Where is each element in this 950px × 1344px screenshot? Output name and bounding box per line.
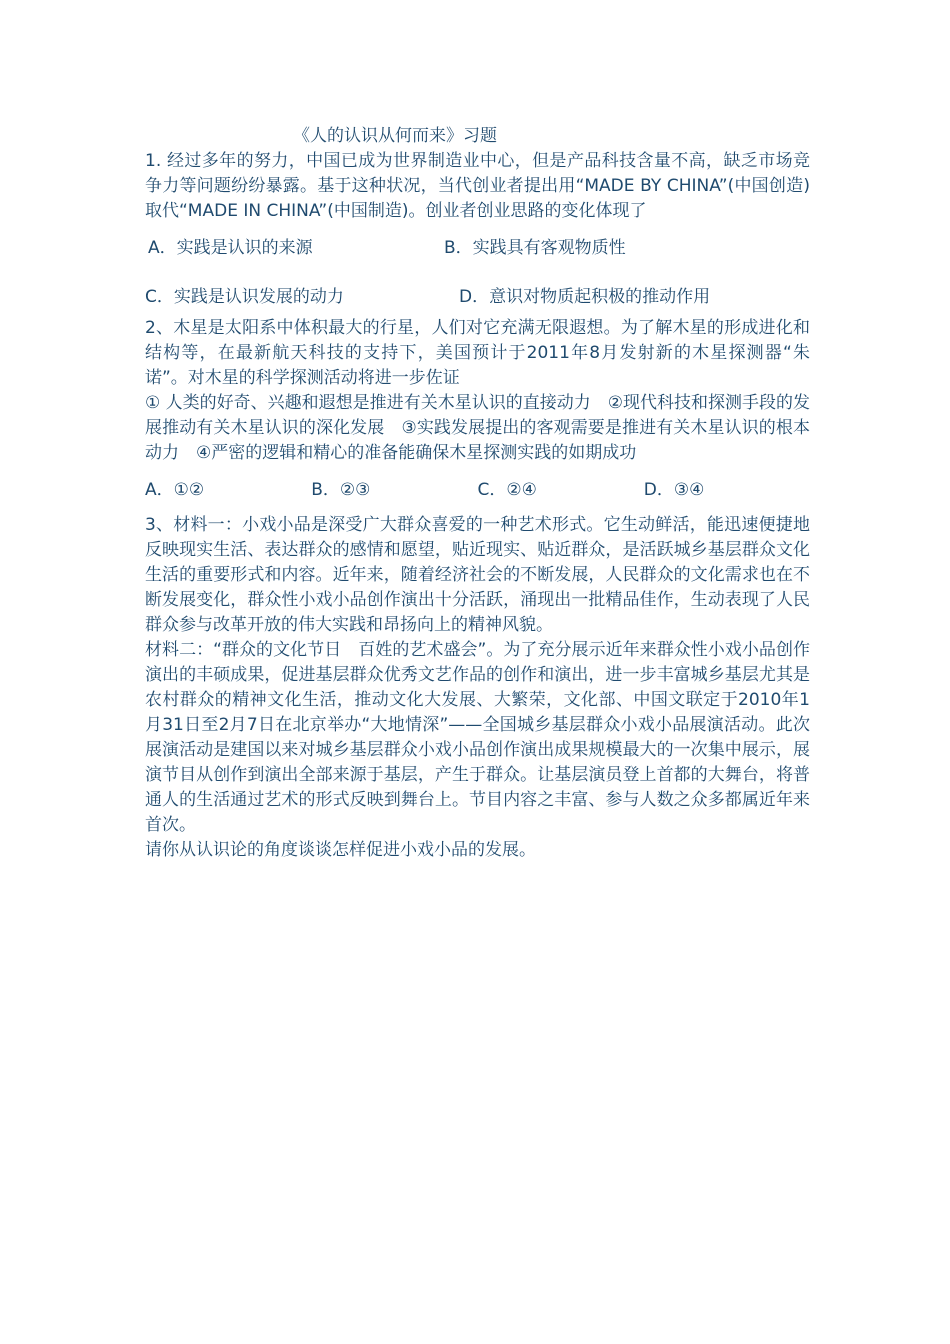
question-1-option-c: C．实践是认识发展的动力 — [145, 287, 344, 307]
document-page — [145, 124, 810, 863]
question-1-option-d: D．意识对物质起积极的推动作用 — [459, 287, 711, 307]
document-title: 《人的认识从何而来》习题 — [293, 126, 497, 146]
question-2-stem: 2、木星是太阳系中体积最大的行星，人们对它充满无限遐想。为了解木星的形成进化和结构等，在最新航天科技的支持下，美国预计于2011年8月发射新的木星探测器“朱诺”。对木星的科学探测活动将进一步佐证 — [145, 318, 810, 388]
question-2-options — [145, 478, 810, 503]
question-1-option-b: B．实践具有客观物质性 — [444, 238, 626, 258]
question-3-material-2: 材料二：“群众的文化节日 百姓的艺术盛会”。为了充分展示近年来群众性小戏小品创作演出的丰硕成果，促进基层群众优秀文艺作品的创作和演出，进一步丰富城乡基层尤其是农村群众的精神文化生活，推动文化大发展、大繁荣，文化部、中国文联定于2010年1月31日至2月7日在北京举办“大地情深”——全国城乡基层群众小戏小品展演活动。此次展演活动是建国以来对城乡基层群众小戏小品创作演出成果规模最大的一次集中展示，展演节目从创作到演出全部来源于基层，产生于群众。让基层演员登上首都的大舞台，将普通人的生活通过艺术的形式反映到舞台上。节目内容之丰富、参与人数之众多都属近年来首次。 — [145, 640, 810, 835]
question-1-stem: 1. 经过多年的努力，中国已成为世界制造业中心，但是产品科技含量不高，缺乏市场竞争力等问题纷纷暴露。基于这种状况，当代创业者提出用“MADE BY CHINA”(中国创造)取代“MADE IN CHINA”(中国制造)。创业者创业思路的变化体现了 — [145, 151, 810, 221]
question-1-options-row-1 — [145, 236, 810, 261]
question-2-option-d: D．③④ — [643, 480, 705, 500]
question-2-option-a: A．①② — [145, 480, 205, 500]
question-1-option-a: A．实践是认识的来源 — [148, 238, 313, 258]
question-2-option-c: C．②④ — [477, 480, 537, 500]
question-1-options-row-2 — [145, 285, 810, 310]
question-2-option-b: B．②③ — [311, 480, 371, 500]
question-3-prompt: 请你从认识论的角度谈谈怎样促进小戏小品的发展。 — [145, 840, 536, 860]
question-3-material-1: 3、材料一：小戏小品是深受广大群众喜爱的一种艺术形式。它生动鲜活，能迅速便捷地反映现实生活、表达群众的感情和愿望，贴近现实、贴近群众，是活跃城乡基层群众文化生活的重要形式和内容。近年来，随着经济社会的不断发展，人民群众的文化需求也在不断发展变化，群众性小戏小品创作演出十分活跃，涌现出一批精品佳作，生动表现了人民群众参与改革开放的伟大实践和昂扬向上的精神风貌。 — [145, 515, 810, 635]
question-2-statements: ① 人类的好奇、兴趣和遐想是推进有关木星认识的直接动力 ②现代科技和探测手段的发展推动有关木星认识的深化发展 ③实践发展提出的客观需要是推进有关木星认识的根本动力 ④严密的逻辑和精心的准备能确保木星探测实践的如期成功 — [145, 393, 810, 463]
